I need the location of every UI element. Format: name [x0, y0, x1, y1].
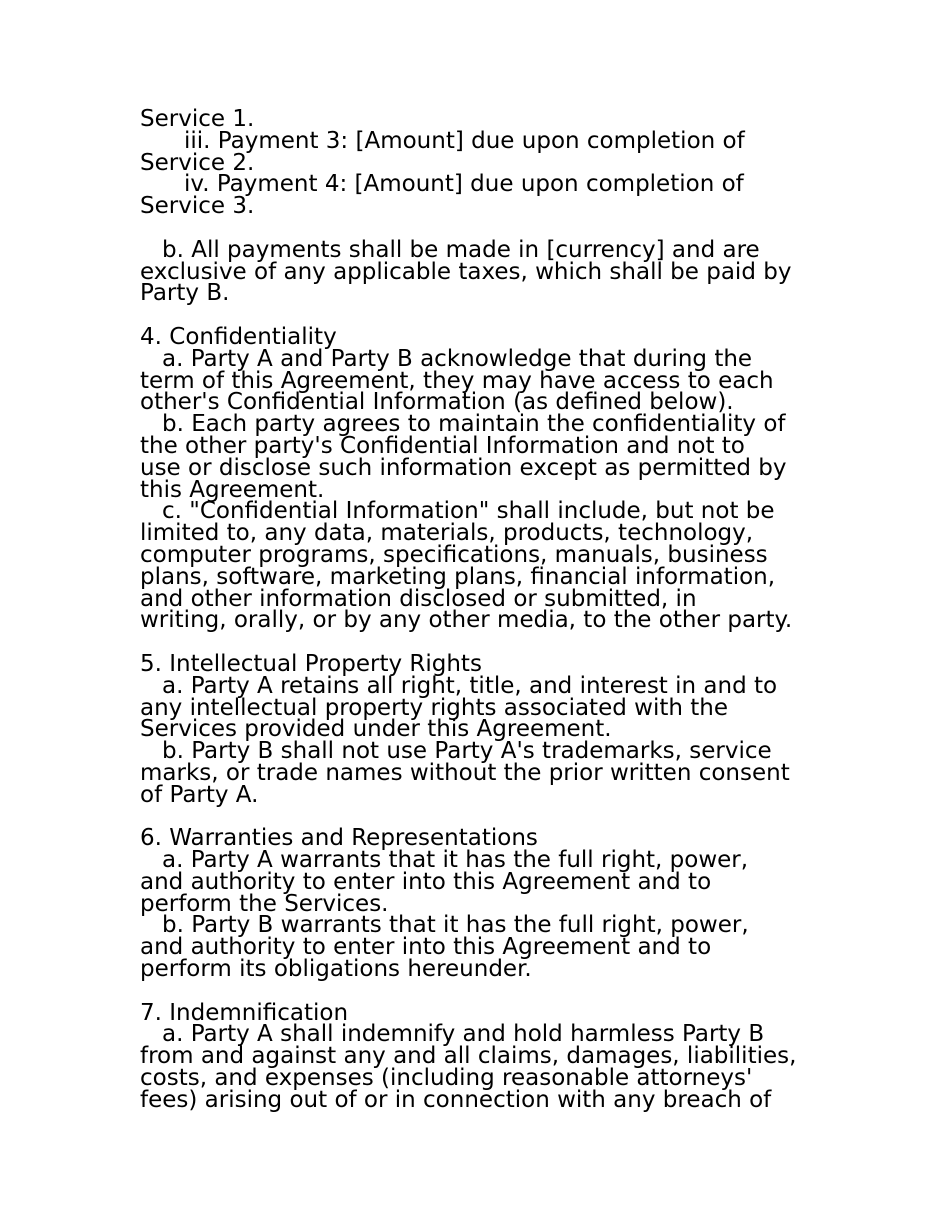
clause-line: writing, orally, or by any other media, to the other party.: [140, 607, 793, 634]
clause-line: a. Party A retains all right, title, and interest in and to: [162, 672, 778, 699]
clause-line: of Party A.: [140, 781, 259, 808]
clause-line: term of this Agreement, they may have access to each: [140, 367, 774, 394]
payment-3-line: iii. Payment 3: [Amount] due upon completion of: [184, 127, 745, 154]
clause-line: from and against any and all claims, damages, liabilities,: [140, 1043, 797, 1070]
payment-2-tail: Service 1.: [140, 106, 255, 132]
clause-line: a. Party A warrants that it has the full right, power,: [162, 847, 749, 874]
clause-line: use or disclose such information except as permitted by: [140, 454, 787, 481]
clause-line: a. Party A shall indemnify and hold harmless Party B: [162, 1021, 765, 1048]
section-intellectual-property: [140, 650, 820, 808]
clause-line: fees) arising out of or in connection with any breach of: [140, 1086, 772, 1113]
section-heading: 6. Warranties and Representations: [140, 825, 538, 852]
clause-line: this Agreement.: [140, 476, 325, 503]
payment-schedule-continuation: [140, 106, 820, 220]
clause-line: and other information disclosed or submitted, in: [140, 585, 697, 612]
clause-line: marks, or trade names without the prior written consent: [140, 759, 790, 786]
clause-line: plans, software, marketing plans, financial information,: [140, 563, 776, 590]
payment-4-line: iv. Payment 4: [Amount] due upon completion of: [184, 171, 744, 198]
clause-line: perform the Services.: [140, 890, 389, 917]
clause-line: any intellectual property rights associated with the: [140, 694, 728, 721]
payment-4-tail: Service 3.: [140, 193, 255, 220]
clause-line: Services provided under this Agreement.: [140, 716, 612, 743]
clause-line: the other party's Confidential Information and not to: [140, 432, 745, 459]
clause-line: b. Party B warrants that it has the full right, power,: [162, 912, 749, 939]
document-body: [140, 106, 820, 1113]
clause-line: b. Each party agrees to maintain the confidentiality of: [162, 411, 786, 438]
payment-3-tail: Service 2.: [140, 149, 255, 176]
section-indemnification: [140, 999, 820, 1113]
clause-line: c. "Confidential Information" shall include, but not be: [162, 498, 775, 525]
clause-line: b. Party B shall not use Party A's trademarks, service: [162, 738, 772, 765]
section-confidentiality: [140, 323, 820, 634]
clause-line: and authority to enter into this Agreement and to: [140, 934, 712, 961]
clause-line: computer programs, specifications, manuals, business: [140, 541, 768, 568]
section-heading: 5. Intellectual Property Rights: [140, 650, 482, 677]
section-heading: 7. Indemnification: [140, 999, 349, 1026]
clause-line: limited to, any data, materials, products, technology,: [140, 520, 754, 547]
clause-line: exclusive of any applicable taxes, which shall be paid by: [140, 258, 792, 285]
clause-line: Party B.: [140, 280, 230, 307]
payment-clause-b: [140, 236, 820, 307]
clause-line: other's Confidential Information (as defined below).: [140, 389, 734, 416]
section-heading: 4. Confidentiality: [140, 323, 337, 350]
clause-line: perform its obligations hereunder.: [140, 956, 532, 983]
clause-line: a. Party A and Party B acknowledge that during the: [162, 345, 753, 372]
section-warranties: [140, 825, 820, 983]
clause-line: costs, and expenses (including reasonable attorneys': [140, 1065, 753, 1092]
clause-line: b. All payments shall be made in [currency] and are: [162, 236, 760, 263]
clause-line: and authority to enter into this Agreement and to: [140, 868, 712, 895]
